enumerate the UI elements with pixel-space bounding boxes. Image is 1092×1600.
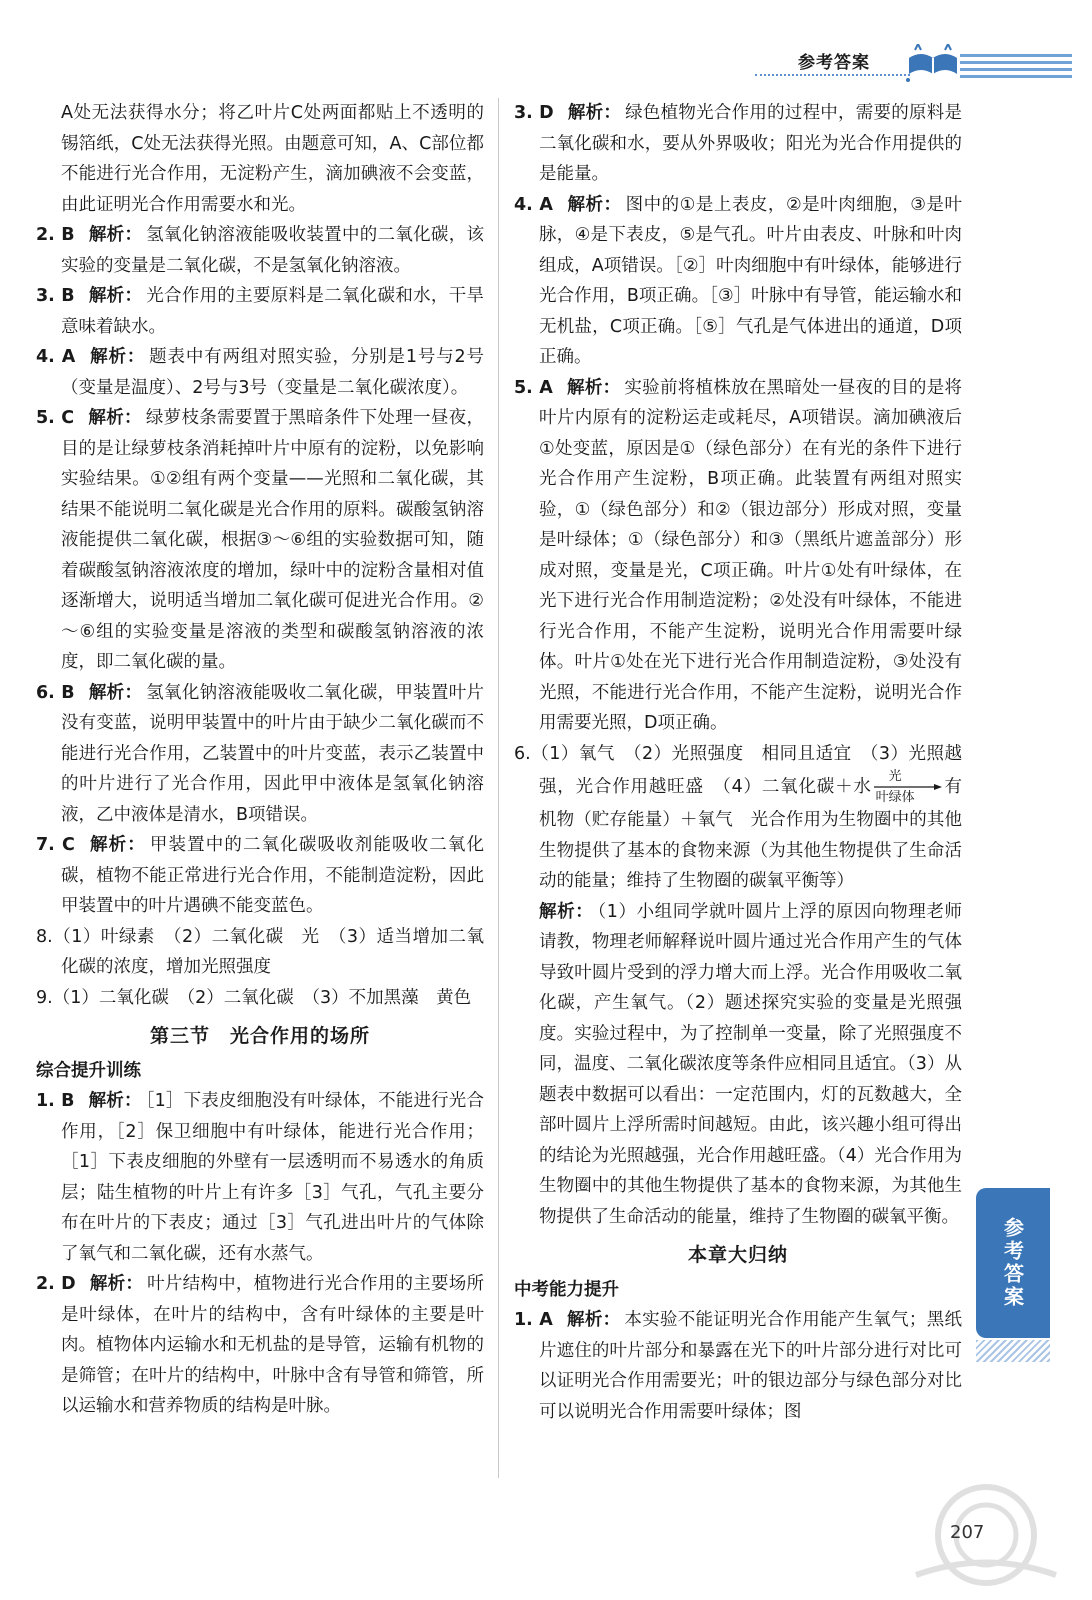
column-divider [498,98,499,1478]
answer-text: 实验前将植株放在黑暗处一昼夜的目的是将叶片内原有的淀粉运走或耗尽，A项错误。滴加碘液后①处变蓝，原因是①（绿色部分）在有光的条件下进行光合作用产生淀粉，B项正确。此装置有两组对照实验，①（绿色部分）和②（银边部分）形成对照，变量是叶绿体；①（绿色部分）和③（黑纸片遮盖部分）形成对照，变量是光，C项正确。叶片①处有叶绿体，在光下进行光合作用制造淀粉；②处没有叶绿体，不能进行光合作用，不能产生淀粉，说明光合作用需要叶绿体。叶片①处在光下进行光合作用制造淀粉，③处没有光照，不能进行光合作用，不能产生淀粉，说明光合作用需要光照，D项正确。 [539,377,963,733]
side-tab-hatch [976,1340,1050,1362]
header-label: 参考答案 [798,53,870,73]
analysis-tag: 解析： [539,901,594,922]
sub-title: 中考能力提升 [514,1279,619,1300]
answer-key: 3. B [36,286,75,306]
answer-item [514,373,962,739]
answer-item [36,1086,484,1269]
analysis-tag: 解析： [88,1091,142,1111]
analysis-tag: 解析： [88,408,142,428]
analysis-tag: 解析： [566,377,621,398]
analysis-tag: 解析： [88,225,143,245]
answer-text: （1）叶绿素 （2）二氧化碳 光 （3）适当增加二氧化碳的浓度，增加光照强度 [52,926,484,977]
analysis-tag: 解析： [566,1310,621,1330]
header-dotted-line [755,74,910,76]
answer-item [514,190,962,373]
answer-text: 本实验不能证明光合作用能产生氧气；黑纸片遮住的叶片部分和暴露在光下的叶片部分进行对比可以证明光合作用需要光；叶的银边部分与绿色部分对比可以说明光合作用需要叶绿体；图 [539,1310,963,1422]
answer-text: 光合作用的主要原料是二氧化碳和水，干旱意味着缺水。 [61,286,485,337]
side-tab [976,1188,1050,1338]
side-tab-label: 参考答案 [1000,1217,1025,1309]
answer-key: 4. A [36,347,76,367]
answer-text: 氢氧化钠溶液能吸收二氧化碳，甲装置叶片没有变蓝，说明甲装置中的叶片由于缺少二氧化碳而不能进行光合作用，乙装置中的叶片变蓝，表示乙装置中的叶片进行了光合作用，因此甲中液体是氢氧化钠溶液，乙中液体是清水，B项错误。 [61,682,485,825]
page-number: 207 [950,1522,985,1543]
watermark-logo [896,1480,1076,1590]
answer-text: ［1］下表皮细胞没有叶绿体，不能进行光合作用，［2］保卫细胞中有叶绿体，能进行光合作用；［1］下表皮细胞的外壁有一层透明而不易透水的角质层；陆生植物的叶片上有许多［3］气孔，气孔主要分布在叶片的下表皮；通过［3］气孔进出叶片的气体除了氧气和二氧化碳，还有水蒸气。 [61,1091,484,1264]
answer-key: 2. D [36,1274,76,1294]
answer-text: 绿色植物光合作用的过程中，需要的原料是二氧化碳和水，要从外界吸收；阳光为光合作用提供的是能量。 [539,103,962,184]
reaction-arrow [874,769,942,805]
page-header [740,40,1070,90]
analysis-tag: 解析： [88,835,146,855]
section-title: 本章大归纳 [687,1244,788,1266]
answer-item [36,281,484,342]
analysis-tag: 解析： [89,1274,144,1294]
sub-title: 综合提升训练 [36,1060,141,1081]
answer-text: 有机物（贮存能量）＋氧气 光合作用为生物圈中的其他生物提供了基本的食物来源（为其他生物提供了生命活动的能量；维持了生物圈的碳氧平衡等） [539,777,962,891]
arrow-condition-bottom: 叶绿体 [875,790,915,805]
answer-item [514,98,962,190]
answer-key: 1. A [514,1310,553,1330]
answer-key: 1. B [36,1091,75,1111]
analysis-tag: 解析： [88,286,143,306]
answer-item [514,739,962,897]
answer-text: 叶片结构中，植物进行光合作用的主要场所是叶绿体，在叶片的结构中，含有叶绿体的主要是叶肉。植物体内运输水和无机盐的是导管，运输有机物的是筛管；在叶片的结构中，叶脉中含有导管和筛管，所以运输水和营养物质的结构是叶脉。 [61,1274,484,1416]
header-stripes [960,52,1072,80]
open-book-icon [905,44,961,84]
analysis-tag: 解析： [567,103,622,123]
answer-text: （1）氧气 （2）光照强度 相同且适宜 （3）光照越强，光合作用越旺盛 （4）二氧化碳＋水 [530,743,962,797]
answer-text: 绿萝枝条需要置于黑暗条件下处理一昼夜，目的是让绿萝枝条消耗掉叶片中原有的淀粉，以免影响实验结果。①②组有两个变量——光照和二氧化碳，其结果不能说明二氧化碳是光合作用的原料。碳酸氢钠溶液能提供二氧化碳，根据③～⑥组的实验数据可知，随着碳酸氢钠溶液浓度的增加，绿叶中的淀粉含量相对值逐渐增大，说明适当增加二氧化碳可促进光合作用。②～⑥组的实验变量是溶液的类型和碳酸氢钠溶液的浓度，即二氧化碳的量。 [61,408,485,672]
analysis-tag: 解析： [89,347,146,367]
answer-item [36,342,484,403]
analysis-tag: 解析： [566,194,622,215]
answer-item [36,830,484,922]
answer-key: 5. C [36,408,75,428]
answer-text: 图中的①是上表皮，②是叶肉细胞，③是叶脉，④是下表皮，⑤是气孔。叶片由表皮、叶脉和叶肉组成，A项错误。［②］叶肉细胞中有叶绿体，能够进行光合作用，B项正确。［③］叶脉中有导管，能运输水和无机盐，C项正确。［⑤］气孔是气体进出的通道，D项正确。 [539,194,962,367]
answer-key: 6. B [36,682,75,703]
answer-item [36,922,484,983]
left-column [36,98,484,1422]
answer-number: 9. [36,987,53,1008]
answer-item [36,220,484,281]
analysis-tag: 解析： [88,682,143,703]
answer-text: （1）二氧化碳 （2）二氧化碳 （3）不加黑藻 黄色 [52,987,472,1008]
answer-item [514,1305,962,1427]
answer-key: 2. B [36,225,75,245]
answer-key: 7. C [36,835,75,855]
answer-item [36,1269,484,1422]
answer-key: 4. A [514,194,553,215]
answer-item [36,403,484,678]
analysis-text: （1）小组同学就叶圆片上浮的原因向物理老师请教，物理老师解释说叶圆片通过光合作用产生的气体导致叶圆片受到的浮力增大而上浮。光合作用吸收二氧化碳，产生氧气。（2）题述探究实验的变量是光照强度。实验过程中，为了控制单一变量，除了光照强度不同，温度、二氧化碳浓度等条件应相同且适宜。（3）从题表中数据可以看出：一定范围内，灯的瓦数越大，全部叶圆片上浮所需时间越短。由此，该兴趣小组可得出的结论为光照越强，光合作用越旺盛。（4）光合作用为生物圈中的其他生物提供了基本的食物来源，为其他生物提供了生命活动的能量，维持了生物圈的碳氧平衡。 [539,901,962,1227]
answer-continuation: A处无法获得水分；将乙叶片C处两面都贴上不透明的锡箔纸，C处无法获得光照。由题意可知，A、C部位都不能进行光合作用，无淀粉产生，滴加碘液不会变蓝，由此证明光合作用需要水和光。 [61,103,484,215]
answer-item [36,678,484,831]
analysis-paragraph [514,897,962,1233]
answer-number: 6. [514,743,531,764]
answer-text: 甲装置中的二氧化碳吸收剂能吸收二氧化碳，植物不能正常进行光合作用，不能制造淀粉，因此甲装置中的叶片遇碘不能变蓝色。 [61,835,485,916]
answer-text: 题表中有两组对照实验，分别是1号与2号（变量是温度）、2号与3号（变量是二氧化碳浓度）。 [61,347,485,398]
answer-text: 氢氧化钠溶液能吸收装置中的二氧化碳，该实验的变量是二氧化碳，不是氢氧化钠溶液。 [61,225,485,276]
answer-key: 5. A [514,377,553,398]
section-title: 第三节 光合作用的场所 [149,1025,370,1047]
answer-item [36,983,484,1014]
answer-key: 3. D [514,103,554,123]
right-column [514,98,962,1427]
arrow-condition-top: 光 [888,769,902,784]
answer-number: 8. [36,926,53,947]
